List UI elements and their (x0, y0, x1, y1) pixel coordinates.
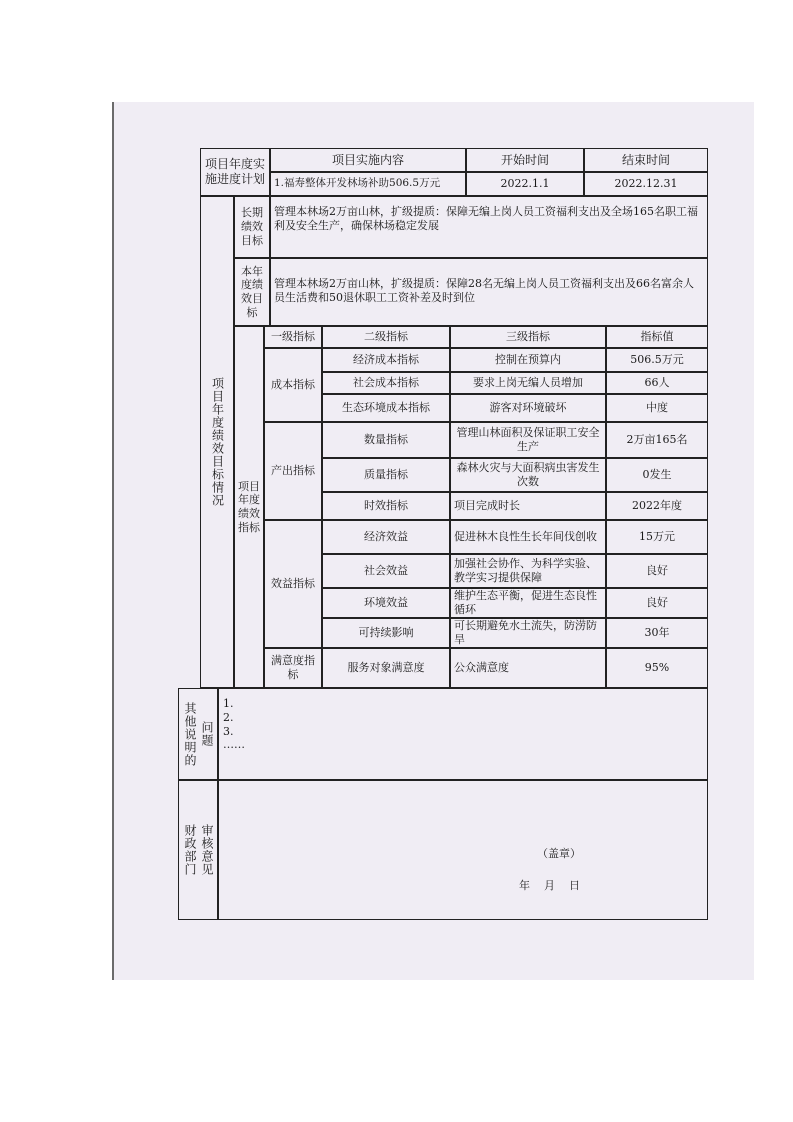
other-item: 1. (223, 697, 234, 710)
level2-cell: 数量指标 (322, 422, 450, 458)
review-content (218, 780, 708, 920)
value-cell: 30年 (606, 618, 708, 648)
other-content (218, 688, 708, 780)
level3-cell: 要求上岗无编人员增加 (450, 372, 606, 394)
level1-benefit: 效益指标 (264, 520, 322, 648)
performance-section-text: 项目年度绩效目标情况 (210, 377, 225, 507)
schedule-content: 1.福寿整体开发林场补助506.5万元 (270, 172, 466, 196)
value-cell: 15万元 (606, 520, 708, 554)
level1-cost: 成本指标 (264, 348, 322, 422)
level2-cell: 时效指标 (322, 492, 450, 520)
value-cell: 中度 (606, 394, 708, 422)
schedule-start: 2022.1.1 (466, 172, 584, 196)
level2-cell: 社会效益 (322, 554, 450, 588)
value-cell: 506.5万元 (606, 348, 708, 372)
level1-output: 产出指标 (264, 422, 322, 520)
level3-cell: 可长期避免水土流失，防涝防旱 (450, 618, 606, 648)
review-label (178, 780, 218, 920)
schedule-col-content: 项目实施内容 (270, 148, 466, 172)
level2-cell: 环境效益 (322, 588, 450, 618)
indicator-group-label: 项目年度绩效指标 (234, 326, 264, 688)
level3-cell: 森林火灾与大面积病虫害发生次数 (450, 458, 606, 492)
long-term-label: 长期绩效目标 (234, 196, 270, 258)
level3-cell: 项目完成时长 (450, 492, 606, 520)
review-label-text: 财政部门 (183, 824, 197, 876)
level2-cell: 社会成本指标 (322, 372, 450, 394)
schedule-end: 2022.12.31 (584, 172, 708, 196)
level3-cell: 游客对环境破坏 (450, 394, 606, 422)
annual-label: 本年度绩效目标 (234, 258, 270, 326)
level3-cell: 维护生态平衡，促进生态良性循环 (450, 588, 606, 618)
value-cell: 良好 (606, 554, 708, 588)
long-term-text: 管理本林场2万亩山林，扩级提质：保障无编上岗人员工资福利支出及全场165名职工福利及安全生产，确保林场稳定发展 (270, 196, 708, 258)
schedule-row-label: 项目年度实施进度计划 (200, 148, 270, 196)
level3-cell: 控制在预算内 (450, 348, 606, 372)
review-date: 年 月 日 (519, 879, 580, 892)
level2-cell: 生态环境成本指标 (322, 394, 450, 422)
level2-cell: 服务对象满意度 (322, 648, 450, 688)
value-cell: 良好 (606, 588, 708, 618)
other-item: …… (223, 738, 245, 752)
other-item: 2. (223, 710, 234, 724)
level2-cell: 经济效益 (322, 520, 450, 554)
value-cell: 2022年度 (606, 492, 708, 520)
level1-satisfaction: 满意度指标 (264, 648, 322, 688)
level2-cell: 可持续影响 (322, 618, 450, 648)
header-level2: 二级指标 (322, 326, 450, 348)
value-cell: 2万亩165名 (606, 422, 708, 458)
other-item: 3. (223, 724, 234, 738)
annual-text: 管理本林场2万亩山林，扩级提质：保障28名无编上岗人员工资福利支出及66名富余人员生活费和50退休职工工资补差及时到位 (270, 258, 708, 326)
schedule-col-end: 结束时间 (584, 148, 708, 172)
value-cell: 0发生 (606, 458, 708, 492)
level3-cell: 管理山林面积及保证职工安全生产 (450, 422, 606, 458)
level2-cell: 质量指标 (322, 458, 450, 492)
performance-section-label (200, 196, 234, 688)
other-label-text: 其他说明的 (183, 701, 197, 767)
other-label (178, 688, 218, 780)
schedule-col-start: 开始时间 (466, 148, 584, 172)
level3-cell: 加强社会协作、为科学实验、教学实习提供保障 (450, 554, 606, 588)
level2-cell: 经济成本指标 (322, 348, 450, 372)
other-sublabel-text: 问题 (200, 721, 214, 747)
header-level1: 一级指标 (264, 326, 322, 348)
level3-cell: 公众满意度 (450, 648, 606, 688)
level3-cell: 促进林木良性生长年间伐创收 (450, 520, 606, 554)
scanned-page (112, 102, 754, 980)
header-value: 指标值 (606, 326, 708, 348)
header-level3: 三级指标 (450, 326, 606, 348)
value-cell: 95% (606, 648, 708, 688)
review-seal: （盖章） (537, 847, 581, 860)
value-cell: 66人 (606, 372, 708, 394)
review-sublabel-text: 审核意见 (200, 824, 214, 876)
